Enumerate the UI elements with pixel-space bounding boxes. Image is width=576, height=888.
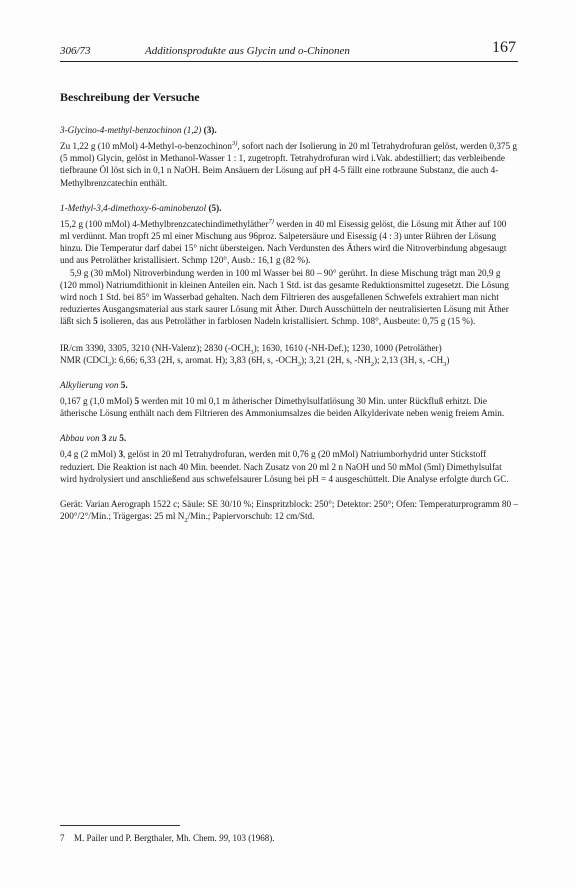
text-run: IR/cm 3390, 3305, 3210 (NH-Valenz); 2830 (-OCH <box>60 342 251 353</box>
reference-mark: 7) <box>268 217 274 225</box>
text-run: werden mit 10 ml 0,1 m ätherischer Dimethylsulfatlösung 30 Min. unter Rückfluß erhitzt. Die ätherische Lösung enthält nach dem Filtrieren des Ammoniumsalzes die beiden Alkylderivate neben wenig freiem Amin. <box>60 396 505 419</box>
compound-number: 3 <box>118 449 124 460</box>
compound-number: 5. <box>119 433 127 444</box>
text-run: 0,4 g (2 mMol) <box>60 449 119 460</box>
subsection-title-2 <box>60 203 518 213</box>
text-run: ) <box>446 354 450 365</box>
text-run: werden in 40 ml Eisessig gelöst, die Lösung mit Äther auf 100 ml verdünnt. Man tropft 25 ml einer Mischung aus 96proz. Salpetersäure und Eisessig (4 : 3) unter Rühren der Lösung hinzu. Die Temperatur darf dabei 15° nicht übersteigen. Nach Verdunsten des Äthers wird die Nitroverbindung abgesaugt und aus Petroläther kristallisiert. Schmp 120°, Ausb.: 16,1 g (82 %). <box>60 218 507 266</box>
compound-number: 5 <box>134 396 140 407</box>
text-run: 103 (1968). <box>230 833 275 843</box>
subsection-title-text: 3-Glycino-4-methyl-benzochinon (1,2) <box>60 125 202 135</box>
footnote-number: 7 <box>60 833 65 843</box>
subscript: 2 <box>184 517 188 525</box>
header-article-number: 306/73 <box>60 45 91 57</box>
text-run: Gerät: Varian Aerograph 1522 c; Säule: SE 30/10 %; Einspritzblock: 250°; Detektor: 250°; Ofen: Temperaturprogramm 80 – 200°/2°/Min.; Trägergas: 25 ml N <box>60 499 518 522</box>
text-run: , sofort nach der Isolierung in 20 ml Tetrahydrofuran gelöst, werden 0,375 g (5 mmol) Glycin, gelöst in Methanol-Wasser 1 : 1, zugetropft. Tetrahydrofuran wird i.Vak. abdestilliert; das verbleibende tiefbraune Öl löst sich in 0,1 n NaOH. Beim Ansäuern der Lösung auf pH 4-5 fällt eine rotbraune Substanz, die auch 4-Methylbrenzcatechin enthält. <box>60 141 517 188</box>
text-run: NMR (CDCl <box>60 354 108 365</box>
subscript: 3 <box>443 360 447 368</box>
text-run: Zu 1,22 g (10 mMol) 4-Methyl-o-benzochinon <box>60 141 232 151</box>
text-run: 0,167 g (1,0 mMol) <box>60 396 135 407</box>
footnote <box>60 833 518 843</box>
journal-volume: 99, <box>218 833 231 843</box>
text-run: ); 2,13 (3H, s, -CH <box>373 354 444 365</box>
main-content <box>60 90 518 525</box>
subsection-title-3 <box>60 380 518 390</box>
text-run: ): 6,66; 6,33 (2H, s, aromat. H); 3,83 (6H, s, -OCH <box>110 354 298 365</box>
subscript: 2 <box>370 360 374 368</box>
footnote-divider <box>60 825 180 826</box>
text-run: 5,9 g (30 mMol) Nitroverbindung werden in 100 ml Wasser bei 80 – 90° gerührt. In diese Mischung trägt man 20,9 g (120 mmol) Natriumdithionit in kleinen Anteilen ein. Nach 1 Std. ist das gesamte Reduktionsmittel zugesetzt. Die Lösung wird noch 1 Std. bei 85° im Wasserbad gehalten. Nach dem Filtrieren des ausgefallenen Schwefels extrahiert man nicht reduziertes Ausgangsmaterial aus stark saurer Lösung mit Äther. Durch Ausschütteln der neutralisierten Lösung mit Äther läßt sich <box>60 267 509 327</box>
reference-mark: 3) <box>231 139 238 147</box>
compound-number: 5 <box>93 316 98 327</box>
subscript: 3 <box>107 360 111 368</box>
text-run: isolieren, das aus Petroläther in farblosen Nadeln kristallisiert. Schmp. 108°, Ausbeute: 0,75 g (15 %). <box>97 316 476 327</box>
subsection-title-text: 1-Methyl-3,4-dimethoxy-6-aminobenzol <box>60 202 207 213</box>
text-run: , gelöst in 20 ml Tetrahydrofuran, werden mit 0,76 g (20 mMol) Natriumborhydrid unter Stickstoff reduziert. Die Reaktion ist nach 40 Min. beendet. Nach Zusatz von 20 ml 2 n NaOH und 50 mMol (5ml) Dimethylsulfat wird hydrolysiert und anschließend aus schwefelsaurer Lösung bei pH = 4 ausgeschüttelt. Die Analyse erfolgte durch GC. <box>60 449 509 484</box>
text-run: ); 1630, 1610 (-NH-Def.); 1230, 1000 (Petroläther) <box>253 342 442 353</box>
paragraph <box>60 140 518 189</box>
subsection-title-text: Alkylierung von <box>60 380 119 391</box>
nmr-data <box>60 354 518 366</box>
paragraph <box>60 395 518 419</box>
subsection-title-4 <box>60 433 518 443</box>
header-title: Additionsprodukte aus Glycin und o-Chinonen <box>145 45 350 57</box>
compound-number: 3 <box>101 433 107 444</box>
subsection-title-1 <box>60 125 518 135</box>
ir-data <box>60 342 518 354</box>
paragraph <box>60 448 518 485</box>
subscript: 3 <box>250 348 254 356</box>
subsection-title-text: Abbau von <box>60 433 100 444</box>
subscript: 3 <box>297 360 302 368</box>
page-number: 167 <box>492 39 516 56</box>
compound-number: (3). <box>203 125 217 135</box>
compound-number: 5. <box>120 380 128 391</box>
running-header <box>60 37 518 62</box>
paragraph <box>60 267 518 328</box>
text-run: /Min.; Papiervorschub: 12 cm/Std. <box>187 511 315 522</box>
gc-conditions <box>60 498 518 525</box>
compound-number: (5). <box>208 202 222 213</box>
paragraph <box>60 218 518 267</box>
text-run: 15,2 g (100 mMol) 4-Methylbrenzcatechindimethyläther <box>60 218 269 229</box>
subsection-title-text: zu <box>108 433 117 444</box>
text-run: M. Pailer und P. Bergthaler, Mh. Chem. <box>74 833 219 843</box>
text-run: ); 3,21 (2H, s, -NH <box>301 354 371 365</box>
section-title: Beschreibung der Versuche <box>60 90 200 104</box>
